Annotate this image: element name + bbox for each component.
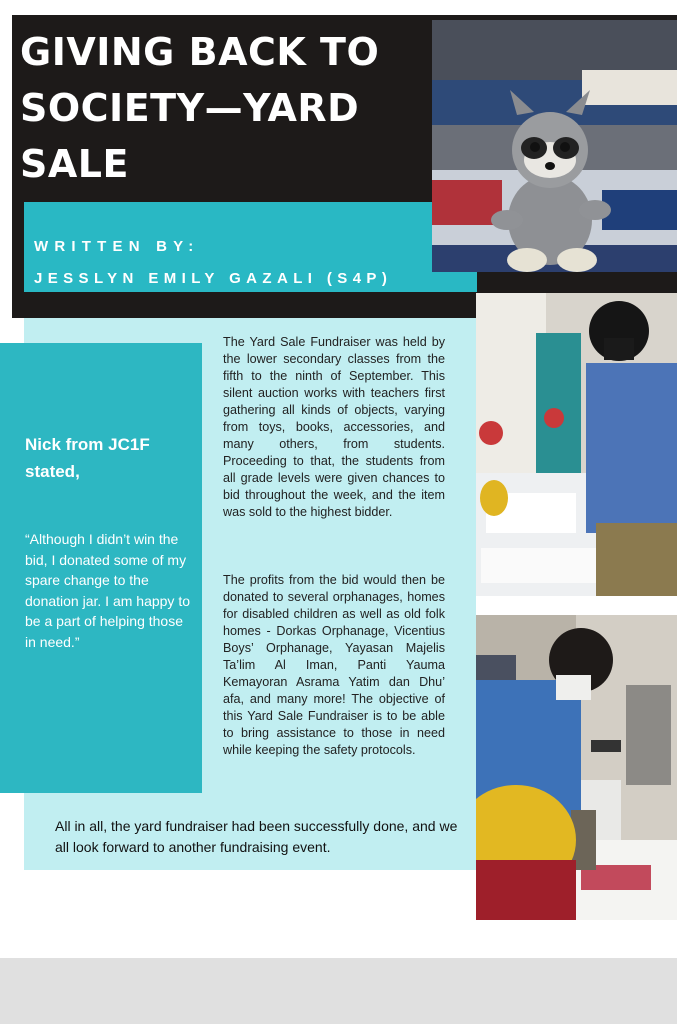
article-paragraph: The Yard Sale Fundraiser was held by the lower secondary classes from the fifth to the ninth of September. This silent auction works with teachers first gathering all kinds of objects, varying from toys, books, accessories, and many others, from students. Proceeding to that, the students from all grade levels were given chances to bid throughout the week, and the item was sold to the highest bidder. bbox=[223, 335, 445, 519]
title-line: SOCIETY—YARD bbox=[20, 86, 360, 130]
student-at-auction-table-photo bbox=[476, 293, 677, 596]
title-line: SALE bbox=[20, 142, 129, 186]
byline-label: WRITTEN BY: bbox=[34, 238, 200, 255]
raccoon-plush-photo bbox=[432, 20, 677, 272]
footer-bar bbox=[0, 958, 677, 1024]
byline-author: JESSLYN EMILY GAZALI (S4P) bbox=[34, 270, 393, 287]
title-line: GIVING BACK TO bbox=[20, 30, 380, 74]
page-title bbox=[20, 24, 420, 192]
quote-speaker: Nick from JC1F stated, bbox=[25, 435, 150, 481]
closing-paragraph: All in all, the yard fundraiser had been successfully done, and we all look forward to another fundraising event. bbox=[55, 818, 458, 855]
student-with-phone-photo bbox=[476, 615, 677, 920]
quote-text: “Although I didn’t win the bid, I donated some of my spare change to the donation jar. I am happy to be a part of helping those in need.” bbox=[25, 531, 190, 650]
article-paragraph: The profits from the bid would then be donated to several orphanages, homes for disabled children as well as old folk homes - Dorkas Orphanage, Vicentius Boys’ Orphanage, Yayasan Majelis Ta’lim Al Iman, Panti Yauma Kemayoran Asrama Yatim dan Dhu’ afa, and many more! The objective of this Yard Sale Fundraiser is to be able to bring assistance to those in need while keeping the safety protocols. bbox=[223, 573, 445, 757]
